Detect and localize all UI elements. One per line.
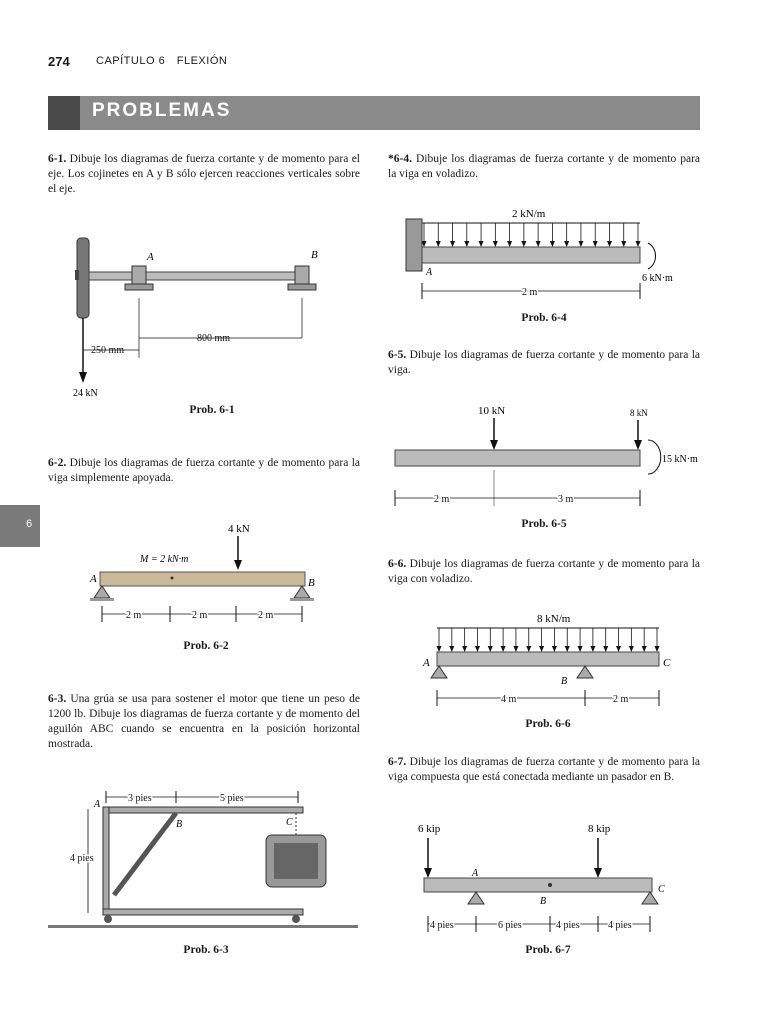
distributed-load: [422, 223, 641, 247]
caption-6-4: Prob. 6-4: [521, 312, 567, 324]
figure-6-3: [48, 785, 358, 935]
problem-number: 6-7.: [388, 756, 407, 768]
dim-2: 6 pies: [498, 920, 522, 931]
label-a: A: [472, 868, 479, 879]
figure-6-5: [390, 400, 710, 510]
load-arrowhead: [621, 241, 626, 247]
dim-2: 2 m: [613, 694, 629, 705]
dim-250: 250 mm: [91, 345, 125, 356]
load-arrowhead: [521, 241, 526, 247]
dim-1: 4 pies: [430, 920, 454, 931]
load-arrowhead: [565, 646, 570, 652]
dim-3: 3 pies: [128, 793, 152, 804]
problem-statement: Dibuje los diagramas de fuerza cortante y de momento para la viga.: [388, 349, 701, 376]
load-arrowhead: [603, 646, 608, 652]
dim-2: 3 m: [558, 494, 574, 505]
load-arrowhead: [629, 646, 634, 652]
load-arrowhead: [536, 241, 541, 247]
figure-6-2: [80, 520, 330, 630]
force-1-label: 10 kN: [478, 405, 506, 417]
caption-6-1: Prob. 6-1: [189, 404, 235, 416]
caption-6-2: Prob. 6-2: [183, 640, 229, 652]
moment-label: 6 kN·m: [642, 273, 673, 284]
force-2-label: 8 kip: [588, 823, 611, 835]
load-arrowhead: [475, 646, 480, 652]
label-a: A: [90, 573, 97, 585]
problem-number: *6-4.: [388, 153, 412, 165]
load-label: 8 kN/m: [537, 613, 571, 625]
load-arrowhead: [564, 241, 569, 247]
label-b: B: [311, 249, 318, 261]
problem-6-4-text: [388, 152, 700, 182]
load-arrowhead: [464, 241, 469, 247]
problem-6-6-text: [388, 557, 700, 587]
banner-title: PROBLEMAS: [92, 100, 232, 121]
dim-3: 2 m: [258, 610, 274, 621]
load-arrowhead: [539, 646, 544, 652]
load-arrowhead: [578, 241, 583, 247]
label-c: C: [658, 884, 665, 895]
load-arrowhead: [479, 241, 484, 247]
caption-6-3: Prob. 6-3: [183, 944, 229, 956]
dim-5: 5 pies: [220, 793, 244, 804]
load-arrowhead: [449, 646, 454, 652]
label-a: A: [94, 799, 101, 810]
load-arrowhead: [550, 241, 555, 247]
problem-6-2-text: [48, 456, 360, 486]
dim-1: 4 m: [501, 694, 517, 705]
section-label: FLEXIÓN: [176, 55, 228, 67]
problem-statement: Una grúa se usa para sostener el motor que tiene un peso de 1200 lb. Dibuje los diagramas de fuerza cortante y de momento del aguilón ABC cuando se encuentra en la posición horizontal mostrada.: [48, 693, 361, 750]
problem-6-7-text: [388, 755, 700, 785]
caption-6-7: Prob. 6-7: [525, 944, 571, 956]
load-arrowhead: [493, 241, 498, 247]
load-arrowhead: [436, 241, 441, 247]
figure-6-4: [400, 205, 700, 305]
dim-800: 800 mm: [197, 333, 231, 344]
problem-statement: Dibuje los diagramas de fuerza cortante y de momento para la viga con voladizo.: [388, 558, 701, 585]
dim-3: 4 pies: [556, 920, 580, 931]
figure-6-7: [410, 820, 680, 938]
dim-h: 4 pies: [70, 853, 94, 864]
load-arrowhead: [526, 646, 531, 652]
problem-statement: Dibuje los diagramas de fuerza cortante y de momento para la viga en voladizo.: [388, 153, 701, 180]
dim-1: 2 m: [126, 610, 142, 621]
load-arrowhead: [450, 241, 455, 247]
load-label: 2 kN/m: [512, 208, 546, 220]
problem-number: 6-2.: [48, 457, 67, 469]
label-a: A: [426, 267, 433, 278]
chapter-label: CAPÍTULO 6: [96, 55, 166, 67]
chapter-tab-number: 6: [26, 518, 33, 530]
load-arrowhead: [655, 646, 660, 652]
page-number: 274: [48, 54, 70, 69]
problem-statement: Dibuje los diagramas de fuerza cortante y de momento para la viga compuesta que está conectada mediante un pasador en B.: [388, 756, 701, 783]
load-arrowhead: [642, 646, 647, 652]
problem-number: 6-1.: [48, 153, 67, 165]
dim-4: 4 pies: [608, 920, 632, 931]
load-arrowhead: [636, 241, 641, 247]
banner-accent: [48, 96, 80, 130]
load-arrowhead: [616, 646, 621, 652]
load-arrowhead: [437, 646, 442, 652]
dim-1: 2 m: [434, 494, 450, 505]
load-arrowhead: [578, 646, 583, 652]
load-arrowhead: [513, 646, 518, 652]
problem-statement: Dibuje los diagramas de fuerza cortante y de momento para el eje. Los cojinetes en A y B sólo ejercen reacciones verticales sobre el eje.: [48, 153, 361, 195]
label-a: A: [423, 657, 430, 669]
problem-6-5-text: [388, 348, 700, 378]
load-arrowhead: [590, 646, 595, 652]
moment-label: 15 kN·m: [662, 454, 698, 465]
chapter-tab: [0, 505, 40, 547]
running-header: [96, 55, 235, 67]
caption-6-5: Prob. 6-5: [521, 518, 567, 530]
dim-1: 2 m: [522, 287, 538, 298]
figure-6-1: [55, 228, 325, 403]
problem-6-3-text: [48, 692, 360, 752]
load-arrowhead: [488, 646, 493, 652]
dim-2: 2 m: [192, 610, 208, 621]
force-1-label: 6 kip: [418, 823, 441, 835]
force-label: 4 kN: [228, 523, 250, 535]
problem-6-1-text: [48, 152, 360, 197]
force-label: 24 kN: [73, 388, 98, 399]
problem-number: 6-3.: [48, 693, 67, 705]
load-arrowhead: [501, 646, 506, 652]
figure-6-6: [415, 610, 685, 710]
load-arrowhead: [507, 241, 512, 247]
problem-number: 6-5.: [388, 349, 407, 361]
moment-label: M = 2 kN·m: [140, 554, 189, 565]
label-b: B: [176, 819, 183, 830]
load-arrowhead: [607, 241, 612, 247]
label-c: C: [663, 657, 671, 669]
label-b: B: [308, 577, 315, 589]
caption-6-6: Prob. 6-6: [525, 718, 571, 730]
load-arrowhead: [593, 241, 598, 247]
force-2-label: 8 kN: [630, 408, 648, 418]
label-b: B: [561, 676, 568, 687]
label-c: C: [286, 817, 293, 828]
load-arrowhead: [552, 646, 557, 652]
problem-statement: Dibuje los diagramas de fuerza cortante y de momento para la viga simplemente apoyada.: [48, 457, 361, 484]
label-a: A: [147, 251, 154, 263]
label-b: B: [540, 896, 547, 907]
distributed-load: [437, 628, 660, 652]
problem-number: 6-6.: [388, 558, 407, 570]
load-arrowhead: [462, 646, 467, 652]
